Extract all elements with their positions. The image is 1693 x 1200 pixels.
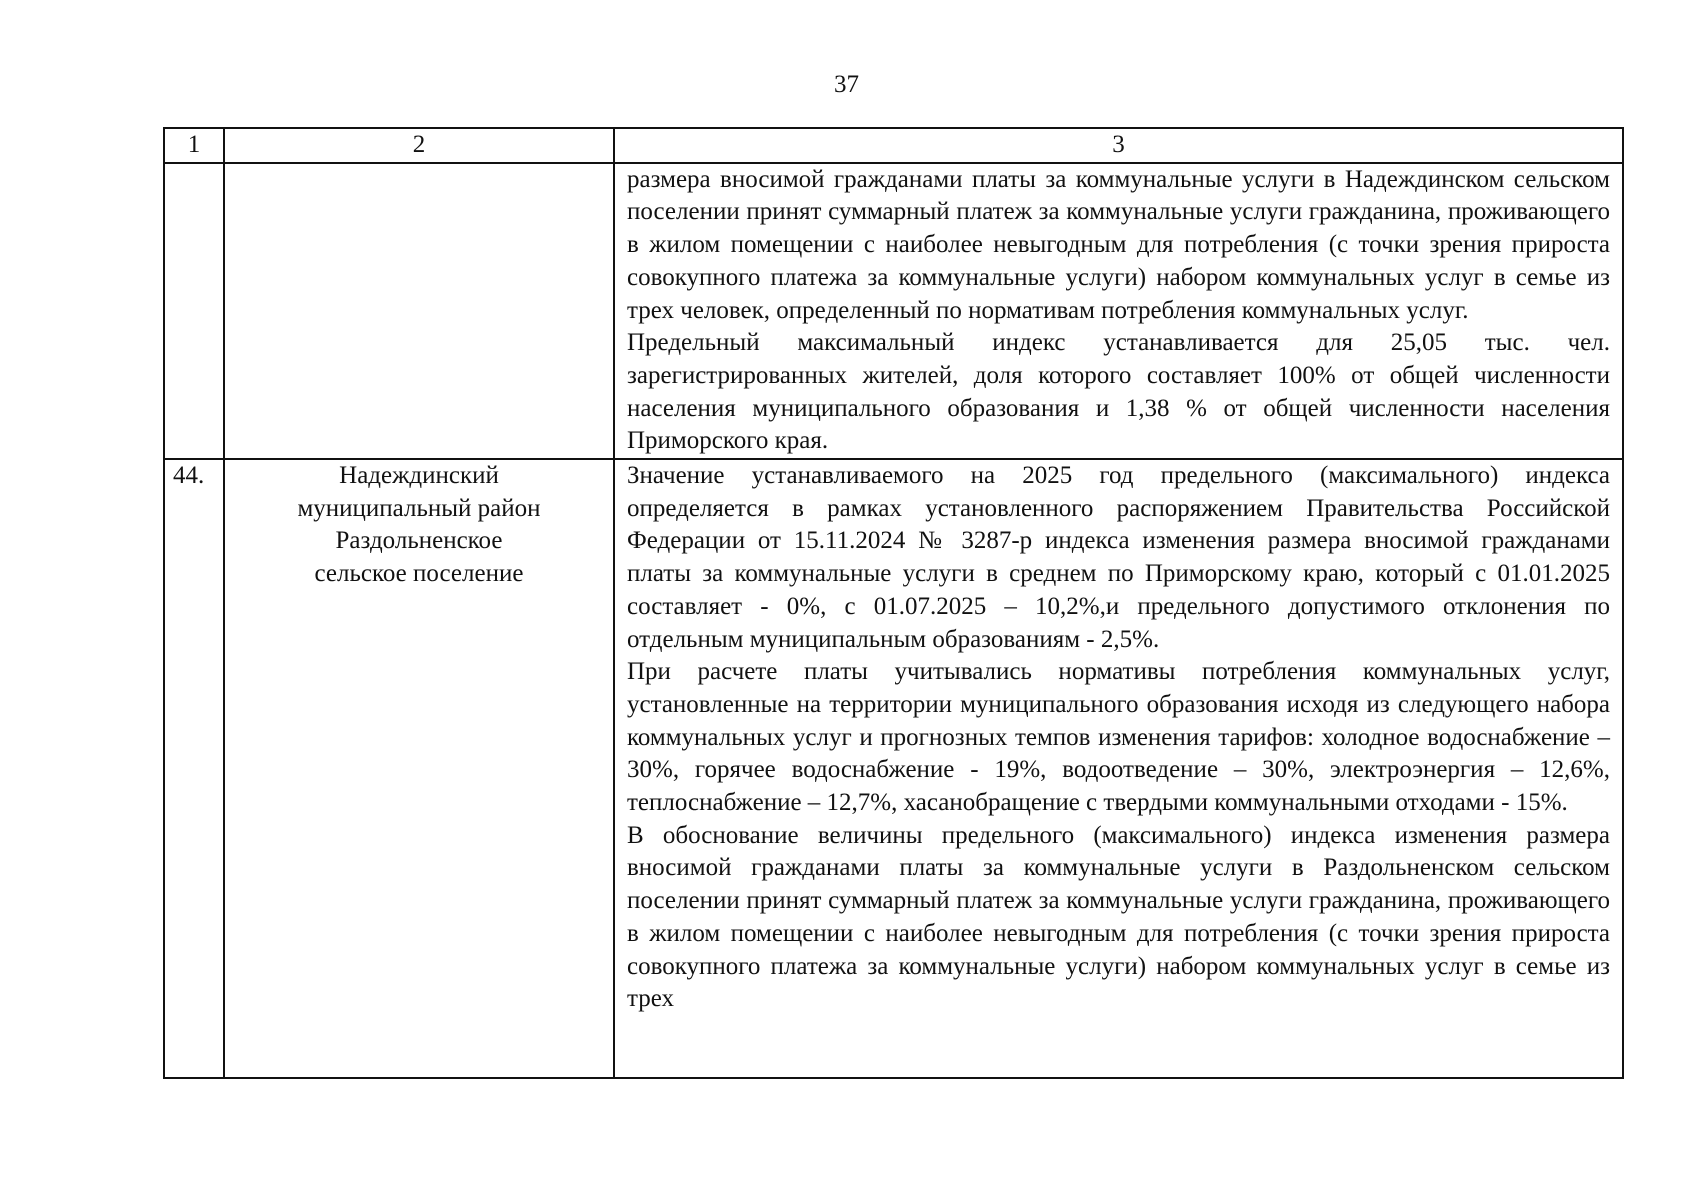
- municipality-name-line: сельское поселение: [314, 560, 524, 588]
- justification-cell: [614, 163, 1623, 459]
- paragraph: В обоснование величины предельного (максимального) индекса изменения размера вносимой гражданами платы за коммунальные услуги в Раздольненском сельском поселении принят суммарный платеж за коммунальные услуги гражданина, проживающего в жилом помещении с наиболее невыгодным для потребления (с точки зрения прироста совокупного платежа за коммунальные услуги) набором коммунальных услуг в семье из трех: [627, 821, 1610, 1013]
- row-number-cell: [164, 163, 224, 459]
- header-col-1: 1: [164, 128, 224, 163]
- municipality-cell: [224, 459, 614, 1078]
- paragraph: При расчете платы учитывались нормативы потребления коммунальных услуг, установленные на территории муниципального образования исходя из следующего набора коммунальных услуг и прогнозных темпов изменения тарифов: холодное водоснабжение – 30%, горячее водоснабжение - 19%, водоотведение – 30%, электроэнергия – 12,6%, теплоснабжение – 12,7%, хасанобращение с твердыми коммунальными отходами - 15%.: [627, 658, 1610, 817]
- table-row: [164, 459, 1623, 1078]
- justification-cell: [614, 459, 1623, 1078]
- row-number-cell: 44.: [164, 459, 224, 1078]
- paragraph: Значение устанавливаемого на 2025 год предельного (максимального) индекса определяется в рамках установленного распоряжением Правительства Российской Федерации от 15.11.2024 № 3287-р индекса изменения размера вносимой гражданами платы за коммунальные услуги в среднем по Приморскому краю, который с 01.01.2025 составляет - 0%, с 01.07.2025 – 10,2%,и предельного допустимого отклонения по отдельным муниципальным образованиям - 2,5%.: [627, 462, 1610, 653]
- paragraph: Предельный максимальный индекс устанавливается для 25,05 тыс. чел. зарегистрированных жителей, доля которого составляет 100% от общей численности населения муниципального образования и 1,38 % от общей численности населения Приморского края.: [627, 329, 1610, 455]
- paragraph: размера вносимой гражданами платы за коммунальные услуги в Надеждинском сельском поселении принят суммарный платеж за коммунальные услуги гражданина, проживающего в жилом помещении с наиболее невыгодным для потребления (с точки зрения прироста совокупного платежа за коммунальные услуги) набором коммунальных услуг в семье из трех человек, определенный по нормативам потребления коммунальных услуг.: [627, 165, 1610, 324]
- municipality-name-line: муниципальный район: [297, 494, 541, 522]
- tariff-index-table: [163, 127, 1624, 1079]
- header-col-3: 3: [614, 128, 1623, 163]
- municipality-name-line: Надеждинский: [339, 462, 499, 490]
- header-col-2: 2: [224, 128, 614, 163]
- page-number: 37: [834, 71, 859, 98]
- municipality-name-line: Раздольненское: [335, 527, 503, 555]
- table-row: [164, 163, 1623, 459]
- table-header-row: [164, 128, 1623, 163]
- municipality-cell: [224, 163, 614, 459]
